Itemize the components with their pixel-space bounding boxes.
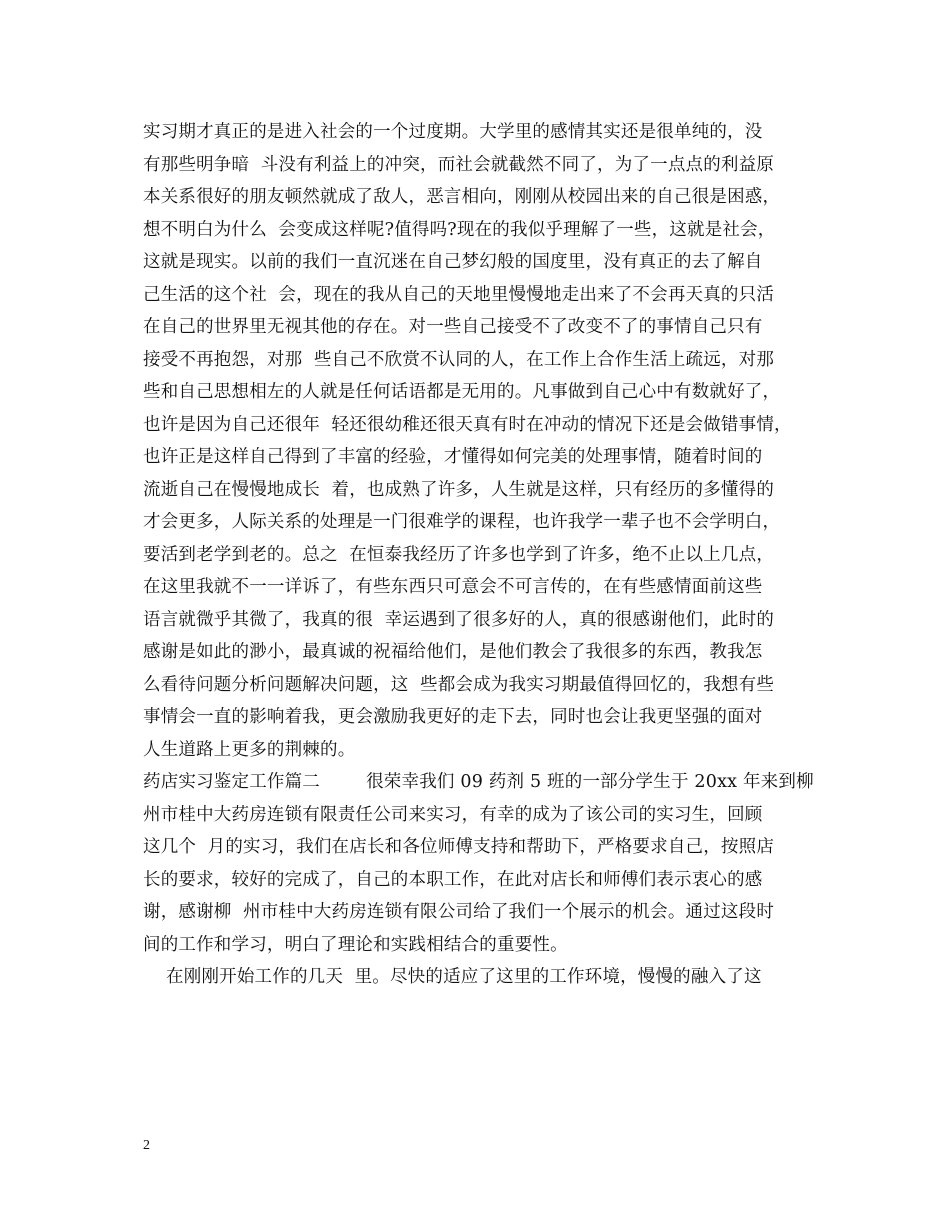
- text-line-3: 本关系很好的朋友顿然就成了敌人，恶言相向，刚刚从校园出来的自己很是困惑，: [143, 187, 781, 207]
- text-line-13: 才会更多，人际关系的处理是一门很难学的课程，也许我学一辈子也不会学明白，: [143, 512, 781, 532]
- text-line-26: 间的工作和学习，明白了理论和实践相结合的重要性。: [143, 934, 568, 955]
- text-line-24: 长的要求，较好的完成了，自己的本职工作，在此对店长和师傅们表示衷心的感: [143, 869, 763, 890]
- text-line-10: 也许是因为自己还很年 轻还很幼稚还很天真有时在冲动的情况下还是会做错事情，: [143, 414, 792, 435]
- text-line-8: 接受不再抱怨，对那 些自己不欣赏不认同的人，在工作上合作生活上疏远，对那: [143, 349, 775, 370]
- text-line-27: 在刚刚开始工作的几天 里。尽快的适应了这里的工作环境，慢慢的融入了这: [143, 967, 762, 987]
- text-line-11: 也许正是这样自己得到了丰富的经验，才懂得如何完美的处理事情，随着时间的: [143, 447, 763, 467]
- text-line-1: 实习期才真正的是进入社会的一个过度期。大学里的感情其实还是很单纯的，没: [143, 122, 763, 142]
- text-line-7: 在自己的世界里无视其他的存在。对一些自己接受不了改变不了的事情自己只有: [143, 317, 763, 337]
- text-line-4: 想不明白为什么 会变成这样呢?值得吗?现在的我似乎理解了一些，这就是社会，: [143, 219, 776, 240]
- text-line-23: 这几个 月的实习，我们在店长和各位师傅支持和帮助下，严格要求自己，按照店: [143, 837, 775, 857]
- text-line-15: 在这里我就不一一详诉了，有些东西只可意会不可言传的，在有些感情面前这些: [143, 577, 763, 597]
- body-text: [143, 116, 833, 994]
- text-line-17: 感谢是如此的渺小，最真诚的祝福给他们，是他们教会了我很多的东西，教我怎: [143, 642, 763, 662]
- text-line-6: 己生活的这个社 会，现在的我从自己的天地里慢慢地走出来了不会再天真的只活: [143, 284, 775, 305]
- text-line-25: 谢，感谢柳 州市桂中大药房连锁有限公司给了我们一个展示的机会。通过这段时: [143, 902, 775, 922]
- text-line-2: 有那些明争暗 斗没有利益上的冲突，而社会就截然不同了，为了一点点的利益原: [143, 154, 775, 175]
- text-line-20: 人生道路上更多的荆棘的。: [143, 739, 356, 760]
- text-line-22: 州市桂中大药房连锁有限责任公司来实习，有幸的成为了该公司的实习生，回顾: [143, 804, 763, 825]
- text-line-16: 语言就微乎其微了，我真的很 幸运遇到了很多好的人，真的很感谢他们，此时的: [143, 609, 775, 630]
- text-line-5: 这就是现实。以前的我们一直沉迷在自己梦幻般的国度里，没有真正的去了解自: [143, 252, 763, 272]
- text-line-18: 么看待问题分析问题解决问题，这 些都会成为我实习期最值得回忆的，我想有些: [143, 674, 775, 695]
- text-line-14: 要活到老学到老的。总之 在恒泰我经历了许多也学到了许多，绝不止以上几点，: [143, 544, 775, 565]
- text-line-12: 流逝自己在慢慢地成长 着，也成熟了许多，人生就是这样，只有经历的多懂得的: [143, 479, 775, 500]
- text-line-9: 些和自己思想相左的人就是任何话语都是无用的。凡事做到自己心中有数就好了，: [143, 382, 781, 402]
- page-number: 2: [143, 1138, 150, 1153]
- section-heading-line: 药店实习鉴定工作篇二 很荣幸我们 09 药剂 5 班的一部分学生于 20xx 年来到柳: [143, 772, 814, 792]
- text-line-19: 事情会一直的影响着我，更会激励我更好的走下去，同时也会让我更坚强的面对: [143, 707, 763, 727]
